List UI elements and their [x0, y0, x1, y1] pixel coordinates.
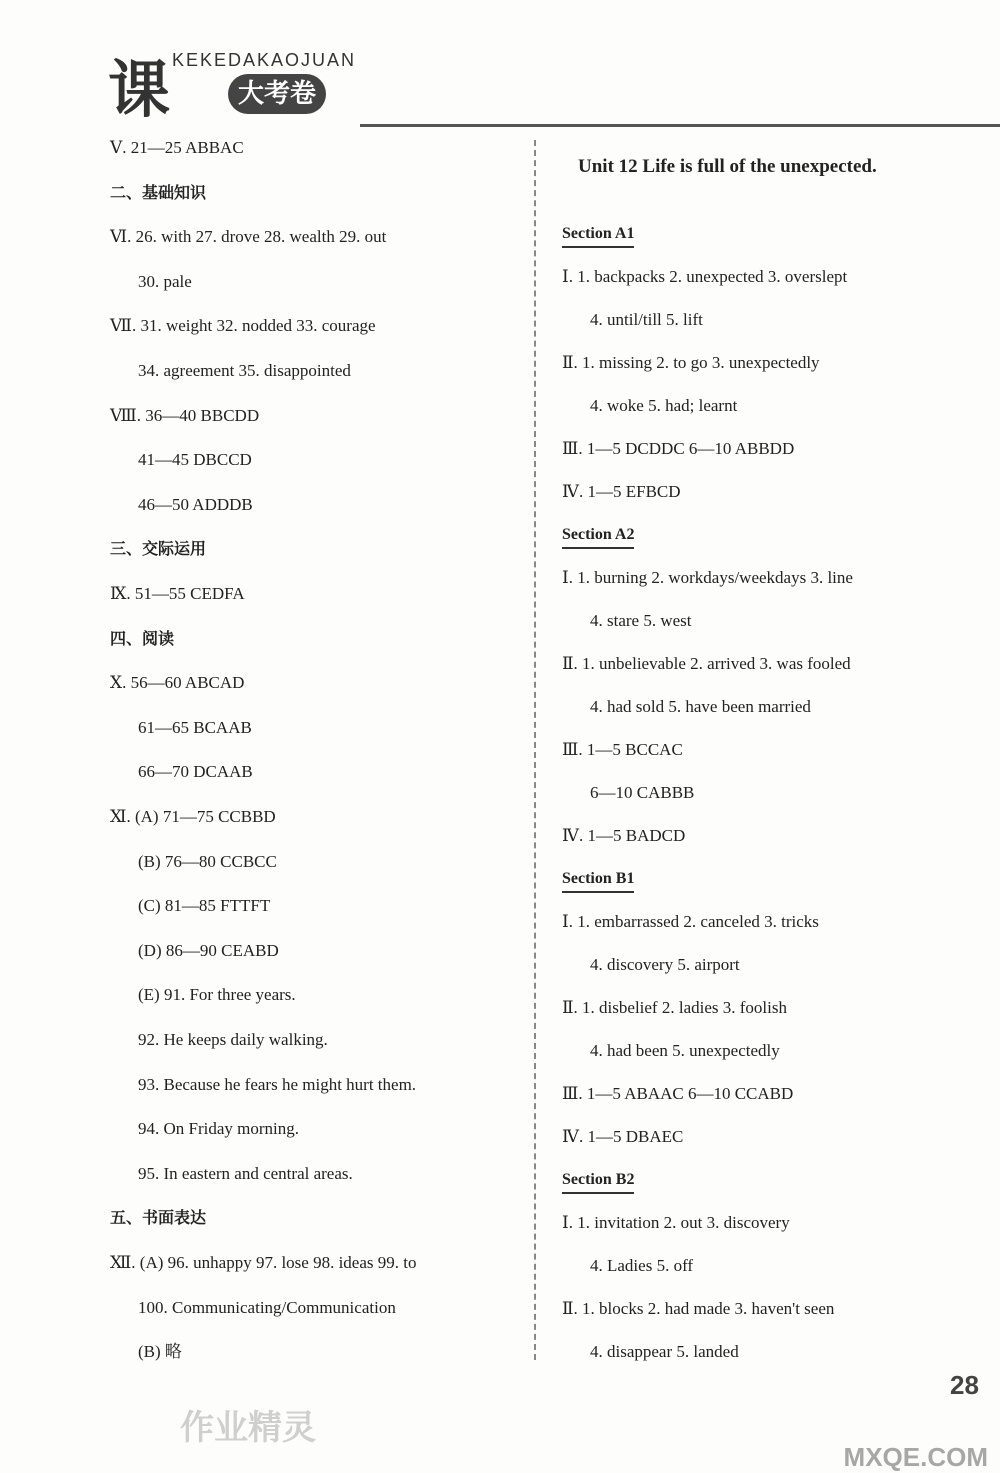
header-rule: [360, 124, 1000, 127]
answer-line: (D) 86—90 CEABD: [138, 940, 279, 960]
answer-line: 4. stare 5. west: [590, 611, 692, 630]
logo-character: 课: [108, 53, 167, 126]
answer-line: Ⅶ. 31. weight 32. nodded 33. courage: [110, 316, 376, 336]
answer-line: 4. until/till 5. lift: [590, 310, 703, 329]
section-heading: Section A1: [562, 224, 634, 248]
answer-line: 4. had sold 5. have been married: [590, 697, 811, 716]
answer-line: Ⅰ. 1. burning 2. workdays/weekdays 3. line: [562, 568, 853, 587]
unit-title: Unit 12 Life is full of the unexpected.: [578, 156, 877, 177]
answer-line: 94. On Friday morning.: [138, 1119, 300, 1139]
answer-line: (B) 76—80 CCBCC: [138, 851, 277, 871]
answer-line: 93. Because he fears he might hurt them.: [138, 1074, 417, 1094]
part-heading: 二、基础知识: [110, 182, 207, 202]
answer-line: Ⅸ. 51—55 CEDFA: [110, 584, 245, 603]
page-number: 28: [950, 1370, 979, 1400]
answer-line: Ⅱ. 1. unbelievable 2. arrived 3. was fooled: [562, 654, 851, 673]
answer-line: Ⅹ. 56—60 ABCAD: [110, 673, 245, 693]
answer-line: 4. discovery 5. airport: [590, 955, 740, 974]
answer-line: Ⅱ. 1. disbelief 2. ladies 3. foolish: [562, 998, 787, 1017]
logo-badge: 大考卷: [228, 74, 326, 114]
part-heading: 四、阅读: [110, 628, 175, 648]
answer-line: 6—10 CABBB: [590, 783, 695, 802]
answer-line: 46—50 ADDDB: [138, 494, 253, 514]
answer-line: Ⅴ. 21—25 ABBAC: [110, 138, 244, 157]
answer-line: Ⅱ. 1. missing 2. to go 3. unexpectedly: [562, 353, 820, 372]
answer-line: 4. had been 5. unexpectedly: [590, 1041, 780, 1060]
answer-line: Ⅷ. 36—40 BBCDD: [110, 405, 260, 425]
answer-line: 4. disappear 5. landed: [590, 1342, 739, 1361]
section-heading: Section B1: [562, 869, 634, 893]
part-heading: 五、书面表达: [110, 1208, 207, 1228]
answer-line: 100. Communicating/Communication: [138, 1297, 396, 1317]
column-divider: [534, 140, 536, 1360]
answer-line: (B) 略: [138, 1342, 182, 1362]
watermark-site: MXQE.COM: [843, 1442, 988, 1472]
watermark-text-bottom: 作业精灵: [180, 1408, 316, 1448]
answer-line: 30. pale: [138, 271, 192, 291]
part-heading: 三、交际运用: [110, 539, 207, 559]
answer-line: 4. Ladies 5. off: [590, 1256, 694, 1275]
answer-line: Ⅲ. 1—5 BCCAC: [562, 740, 683, 759]
answer-line: Ⅳ. 1—5 DBAEC: [562, 1127, 684, 1146]
answer-line: 4. woke 5. had; learnt: [590, 396, 738, 415]
answer-line: Ⅺ. (A) 71—75 CCBBD: [110, 807, 276, 826]
answer-line: 41—45 DBCCD: [138, 450, 252, 470]
answer-line: Ⅲ. 1—5 DCDDC 6—10 ABBDD: [562, 439, 795, 458]
answer-line: 66—70 DCAAB: [138, 762, 253, 782]
answer-line: Ⅵ. 26. with 27. drove 28. wealth 29. out: [110, 227, 387, 247]
answer-line: Ⅳ. 1—5 EFBCD: [562, 482, 681, 501]
answer-line: Ⅻ. (A) 96. unhappy 97. lose 98. ideas 99. to: [110, 1253, 417, 1272]
answer-line: Ⅰ. 1. invitation 2. out 3. discovery: [562, 1213, 790, 1232]
section-heading: Section B2: [562, 1170, 634, 1194]
answer-line: 61—65 BCAAB: [138, 717, 252, 737]
logo-pinyin: KEKEDAKAOJUAN: [172, 50, 357, 70]
page-header: [0, 0, 1000, 140]
section-heading: Section A2: [562, 525, 634, 549]
answer-line: Ⅰ. 1. backpacks 2. unexpected 3. overslept: [562, 267, 848, 286]
answer-line: Ⅲ. 1—5 ABAAC 6—10 CCABD: [562, 1084, 794, 1103]
answer-line: Ⅰ. 1. embarrassed 2. canceled 3. tricks: [562, 912, 819, 931]
answer-line: 34. agreement 35. disappointed: [138, 361, 351, 380]
answer-line: 95. In eastern and central areas.: [138, 1163, 353, 1183]
answer-line: 92. He keeps daily walking.: [138, 1030, 328, 1049]
answer-line: Ⅳ. 1—5 BADCD: [562, 826, 686, 845]
answer-line: (C) 81—85 FTTFT: [138, 896, 271, 916]
answer-line: Ⅱ. 1. blocks 2. had made 3. haven't seen: [562, 1299, 835, 1318]
answer-line: (E) 91. For three years.: [138, 985, 296, 1005]
